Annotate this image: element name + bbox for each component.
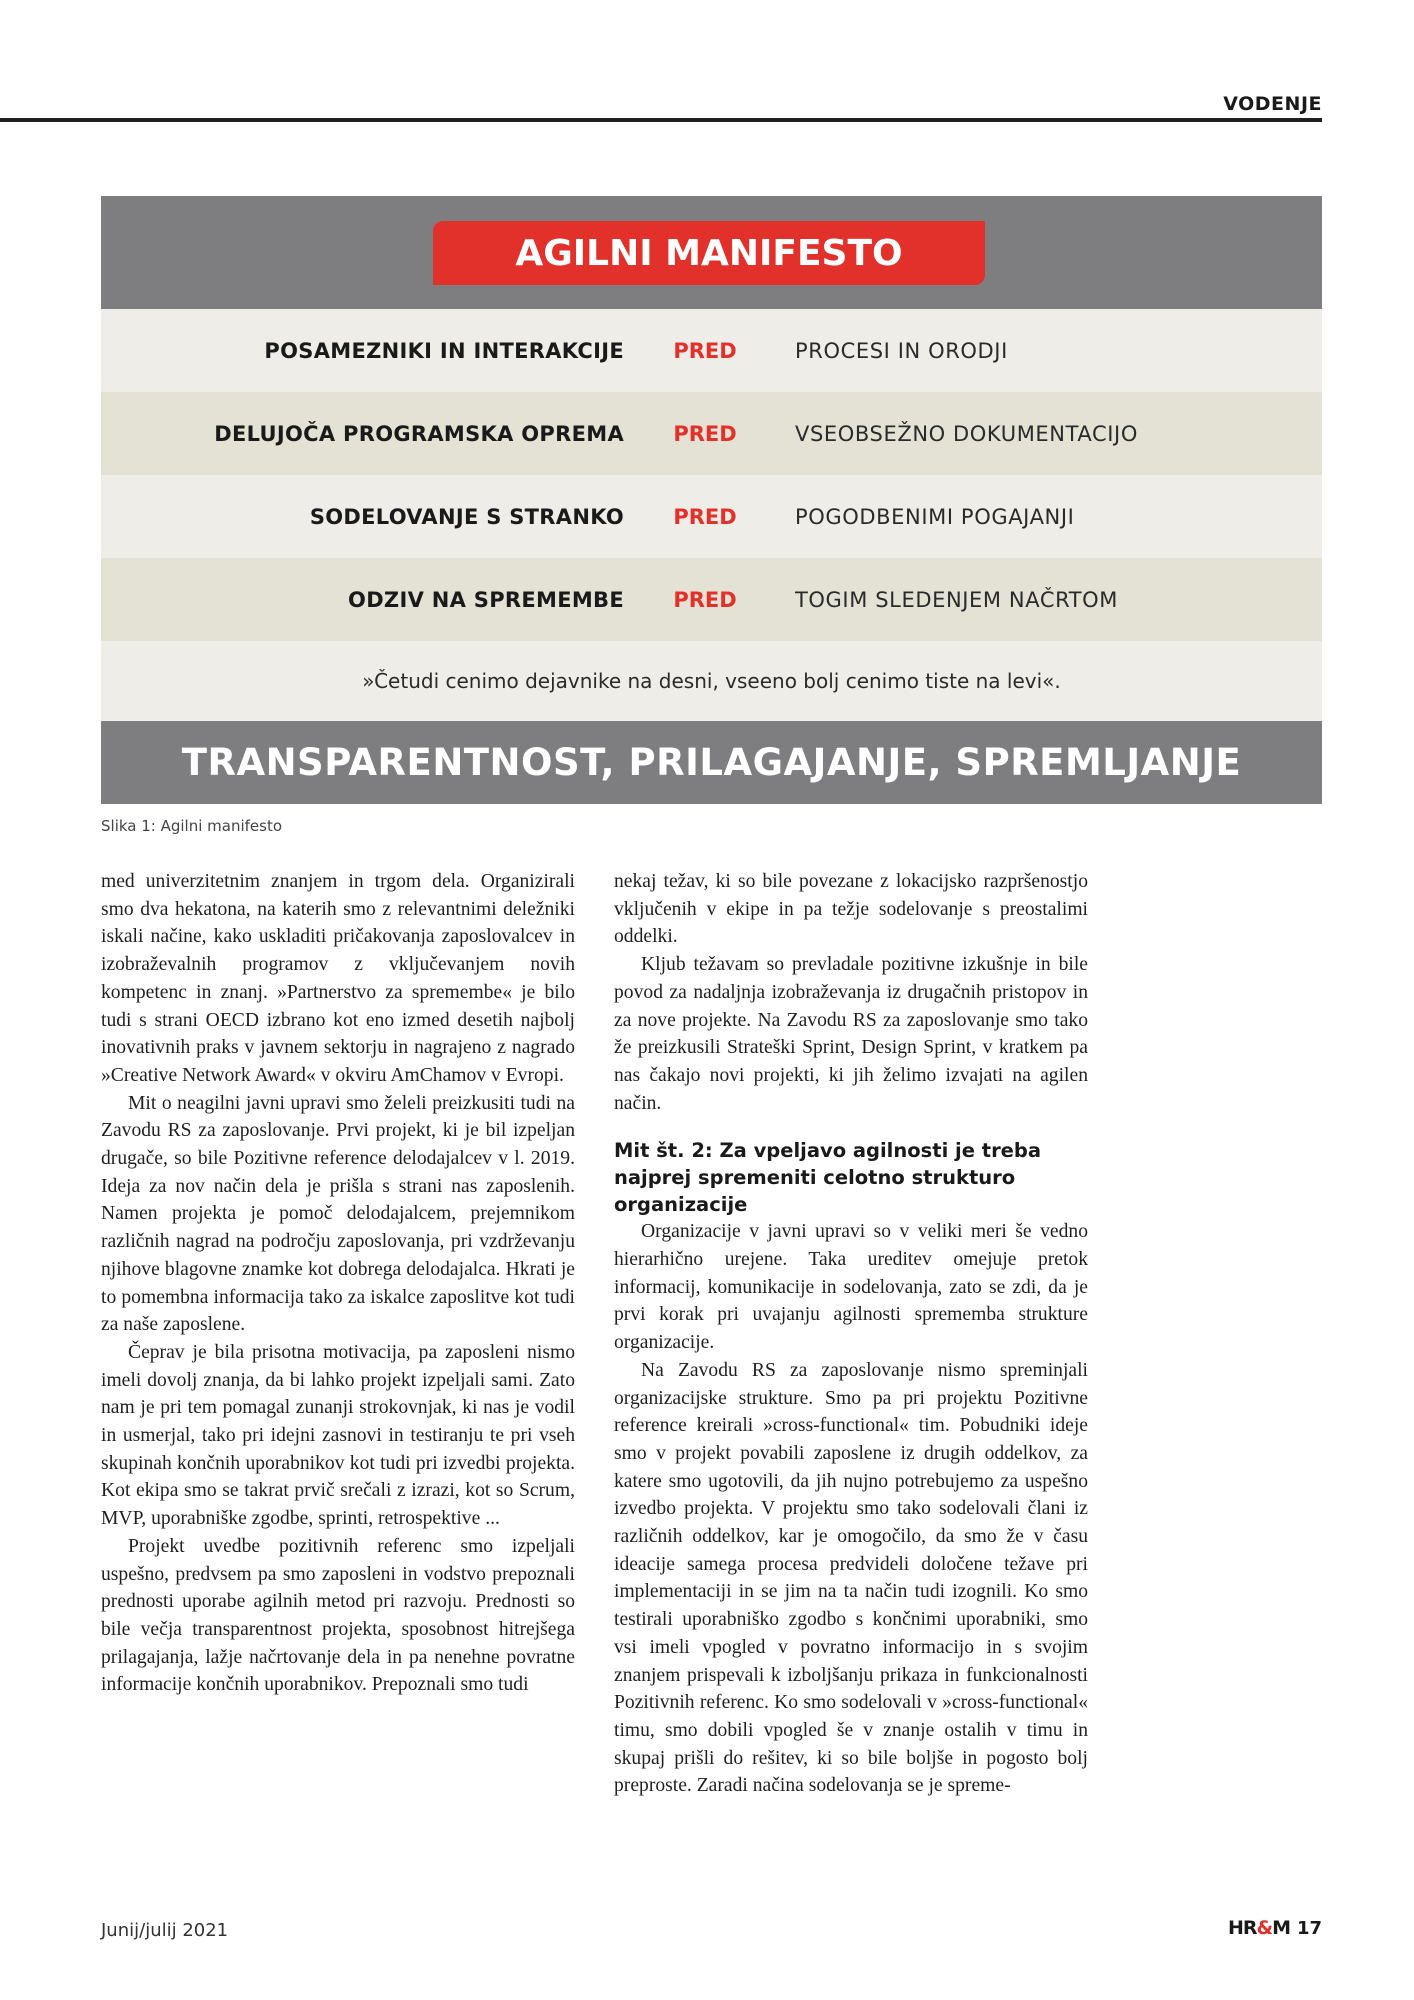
figure-footer-banner: TRANSPARENTNOST, PRILAGAJANJE, SPREMLJANJE xyxy=(101,721,1322,804)
issue-date: Junij/julij 2021 xyxy=(101,1920,229,1941)
header-rule xyxy=(0,118,1322,122)
section-label: VODENJE xyxy=(1223,93,1322,115)
figure-header xyxy=(101,196,1322,309)
manifesto-over: PRED xyxy=(673,338,737,363)
manifesto-value-right: TOGIM SLEDENJEM NAČRTOM xyxy=(795,587,1119,612)
article-column-right xyxy=(614,868,1088,1800)
figure-caption: Slika 1: Agilni manifesto xyxy=(101,817,283,835)
article-column-left xyxy=(101,868,575,1699)
manifesto-value-right: PROCESI IN ORODJI xyxy=(795,338,1008,363)
manifesto-value-left: POSAMEZNIKI IN INTERAKCIJE xyxy=(264,338,624,363)
paragraph: Kljub težavam so prevladale pozitivne izkušnje in bile povod za nadaljnja izobraževanja iz drugačnih pristopov in za nove projekte. Na Zavodu RS za zaposlovanje smo tako že preizkusili Strateški Sprint, Design Sprint, v kratkem pa nas čakajo novi projekti, ki jih želimo izvajati na agilen način. xyxy=(614,954,1088,1114)
manifesto-value-left: SODELOVANJE S STRANKO xyxy=(309,504,624,529)
paragraph: Na Zavodu RS za zaposlovanje nismo spreminjali organizacijske strukture. Smo pa pri projektu Pozitivne reference kreirali »cross-functional« tim. Pobudniki ideje smo v projekt povabili zaposlene iz drugih oddelkov, za katere smo ugotovili, da jih nujno potrebujemo za uspešno izvedbo projekta. V projektu smo tako sodelovali člani iz različnih oddelkov, kar je omogočilo, da smo že v času ideacije samega procesa predvideli določene težave pri implementaciji in se jim na ta način tudi izognili. Ko smo testirali uporabniško zgodbo s končnimi uporabniki, smo vsi imeli vpogled v povratno informacijo in s svojim znanjem prispevali k izboljšanju prikaza in funkcionalnosti Pozitivnih referenc. Ko smo sodelovali v »cross-functional« timu, smo dobili vpogled še v znanje ostalih v timu in skupaj prišli do rešitev, ki so bile boljše in pogosto bolj preproste. Zaradi načina sodelovanja se je spreme- xyxy=(614,1359,1088,1797)
paragraph: nekaj težav, ki so bile povezane z lokacijsko razpršenostjo vključenih v ekipe in pa težje sodelovanje s preostalimi oddelki. xyxy=(614,871,1088,948)
manifesto-value-left: DELUJOČA PROGRAMSKA OPREMA xyxy=(214,421,624,446)
manifesto-over: PRED xyxy=(673,504,737,529)
manifesto-over: PRED xyxy=(673,587,737,612)
paragraph: Organizacije v javni upravi so v veliki meri še vedno hierarhično urejene. Taka ureditev omejuje pretok informacij, komunikacije in sodelovanja, zato se zdi, da je prvi korak pri uvajanju agilnosti sprememba strukture organizacije. xyxy=(614,1221,1088,1354)
manifesto-row xyxy=(101,392,1322,475)
manifesto-value-right: VSEOBSEŽNO DOKUMENTACIJO xyxy=(795,421,1138,446)
logo-text-hr: HR xyxy=(1228,1917,1257,1939)
manifesto-row xyxy=(101,309,1322,392)
section-heading: Mit št. 2: Za vpeljavo agilnosti je treba najprej spremeniti celotno strukturo organizacije xyxy=(614,1139,1042,1217)
manifesto-row xyxy=(101,558,1322,641)
paragraph: med univerzitetnim znanjem in trgom dela. Organizirali smo dva hekatona, na katerih smo z relevantnimi deležniki iskali načine, kako uskladiti pričakovanja zaposlovalcev in izobraževalnih programov z vključevanjem novih kompetenc in znanj. »Partnerstvo za spremembe« je bilo tudi s strani OECD izbrano kot eno izmed desetih najbolj inovativnih praks v javnem sektorju in nagrajeno z nagrado »Creative Network Award« v okviru AmChamov v Evropi. xyxy=(101,871,575,1086)
manifesto-over: PRED xyxy=(673,421,737,446)
paragraph: Projekt uvedbe pozitivnih referenc smo izpeljali uspešno, predvsem pa smo zaposleni in vodstvo prepoznali prednosti uporabe agilnih metod pri razvoju. Prednosti so bile večja transparentnost projekta, sposobnost hitrejšega prilagajanja, lažje načrtovanje dela in pa nenehne povratne informacije končnih uporabnikov. Prepoznali smo tudi xyxy=(101,1535,575,1696)
manifesto-value-right: POGODBENIMI POGAJANJI xyxy=(795,504,1075,529)
logo-text-m: M xyxy=(1272,1917,1291,1939)
manifesto-value-left: ODZIV NA SPREMEMBE xyxy=(348,587,624,612)
paragraph: Mit o neagilni javni upravi smo želeli preizkusiti tudi na Zavodu RS za zaposlovanje. Prvi projekt, ki je bil izpeljan drugače, so bile Pozitivne reference delodajalcev v l. 2019. Ideja za nov način dela je prišla s strani nas zaposlenih. Namen projekta je pomoč delodajalcem, prejemnikom različnih nagrad na področju zaposlovanja, pri vzdrževanju njihove blagovne znamke kot dobrega delodajalca. Hkrati je to pomembna informacija tako za iskalce zaposlitve kot tudi za naše zaposlene. xyxy=(101,1092,575,1336)
page-number: 17 xyxy=(1297,1918,1323,1939)
logo-ampersand: & xyxy=(1256,1917,1273,1939)
agile-manifesto-figure xyxy=(101,196,1322,804)
figure-title: AGILNI MANIFESTO xyxy=(433,221,985,285)
paragraph: Čeprav je bila prisotna motivacija, pa zaposleni nismo imeli dovolj znanja, da bi lahko projekt izpeljali sami. Zato nam je pri tem pomagal zunanji strokovnjak, ki nas je vodil in usmerjal, tako pri idejni zasnovi in testiranju te pri vseh skupinah končnih uporabnikov kot tudi pri izvedbi projekta. Kot ekipa smo se takrat prvič srečali z izrazi, kot so Scrum, MVP, uporabniške zgodbe, sprinti, retrospektive ... xyxy=(101,1341,575,1530)
manifesto-row xyxy=(101,475,1322,558)
manifesto-quote: »Četudi cenimo dejavnike na desni, vseeno bolj cenimo tiste na levi«. xyxy=(101,641,1322,721)
magazine-logo xyxy=(1228,1917,1290,1939)
